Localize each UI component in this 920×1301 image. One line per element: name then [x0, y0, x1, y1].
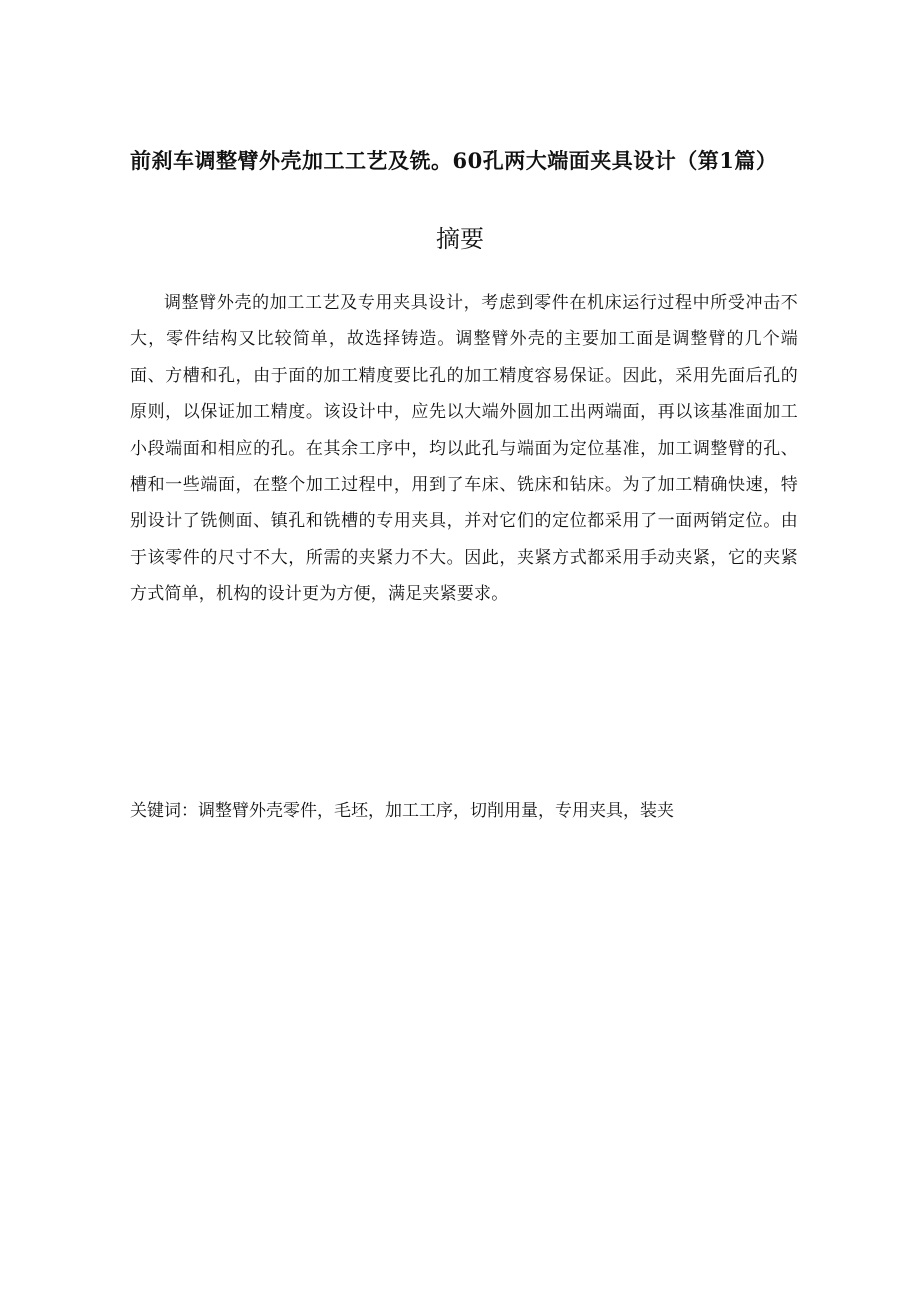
- document-title: 前刹车调整臂外壳加工工艺及铣。60孔两大端面夹具设计（第1篇）: [130, 148, 778, 173]
- keywords-line: 关键词：调整臂外壳零件，毛坯，加工工序，切削用量，专用夹具，装夹: [130, 801, 674, 821]
- abstract-heading: 摘要: [436, 225, 484, 253]
- abstract-body: 调整臂外壳的加工工艺及专用夹具设计，考虑到零件在机床运行过程中所受冲击不大，零件结构又比较简单，故选择铸造。调整臂外壳的主要加工面是调整臂的几个端面、方槽和孔，由于面的加工精度要比孔的加工精度容易保证。因此，采用先面后孔的原则，以保证加工精度。该设计中，应先以大端外圆加工出两端面，再以该基准面加工小段端面和相应的孔。在其余工序中，均以此孔与端面为定位基准，加工调整臂的孔、槽和一些端面，在整个加工过程中，用到了车床、铣床和钻床。为了加工精确快速，特别设计了铣侧面、镇孔和铣槽的专用夹具，并对它们的定位都采用了一面两销定位。由于该零件的尺寸不大，所需的夹紧力不大。因此，夹紧方式都采用手动夹紧，它的夹紧方式简单，机构的设计更为方便，满足夹紧要求。: [130, 293, 798, 605]
